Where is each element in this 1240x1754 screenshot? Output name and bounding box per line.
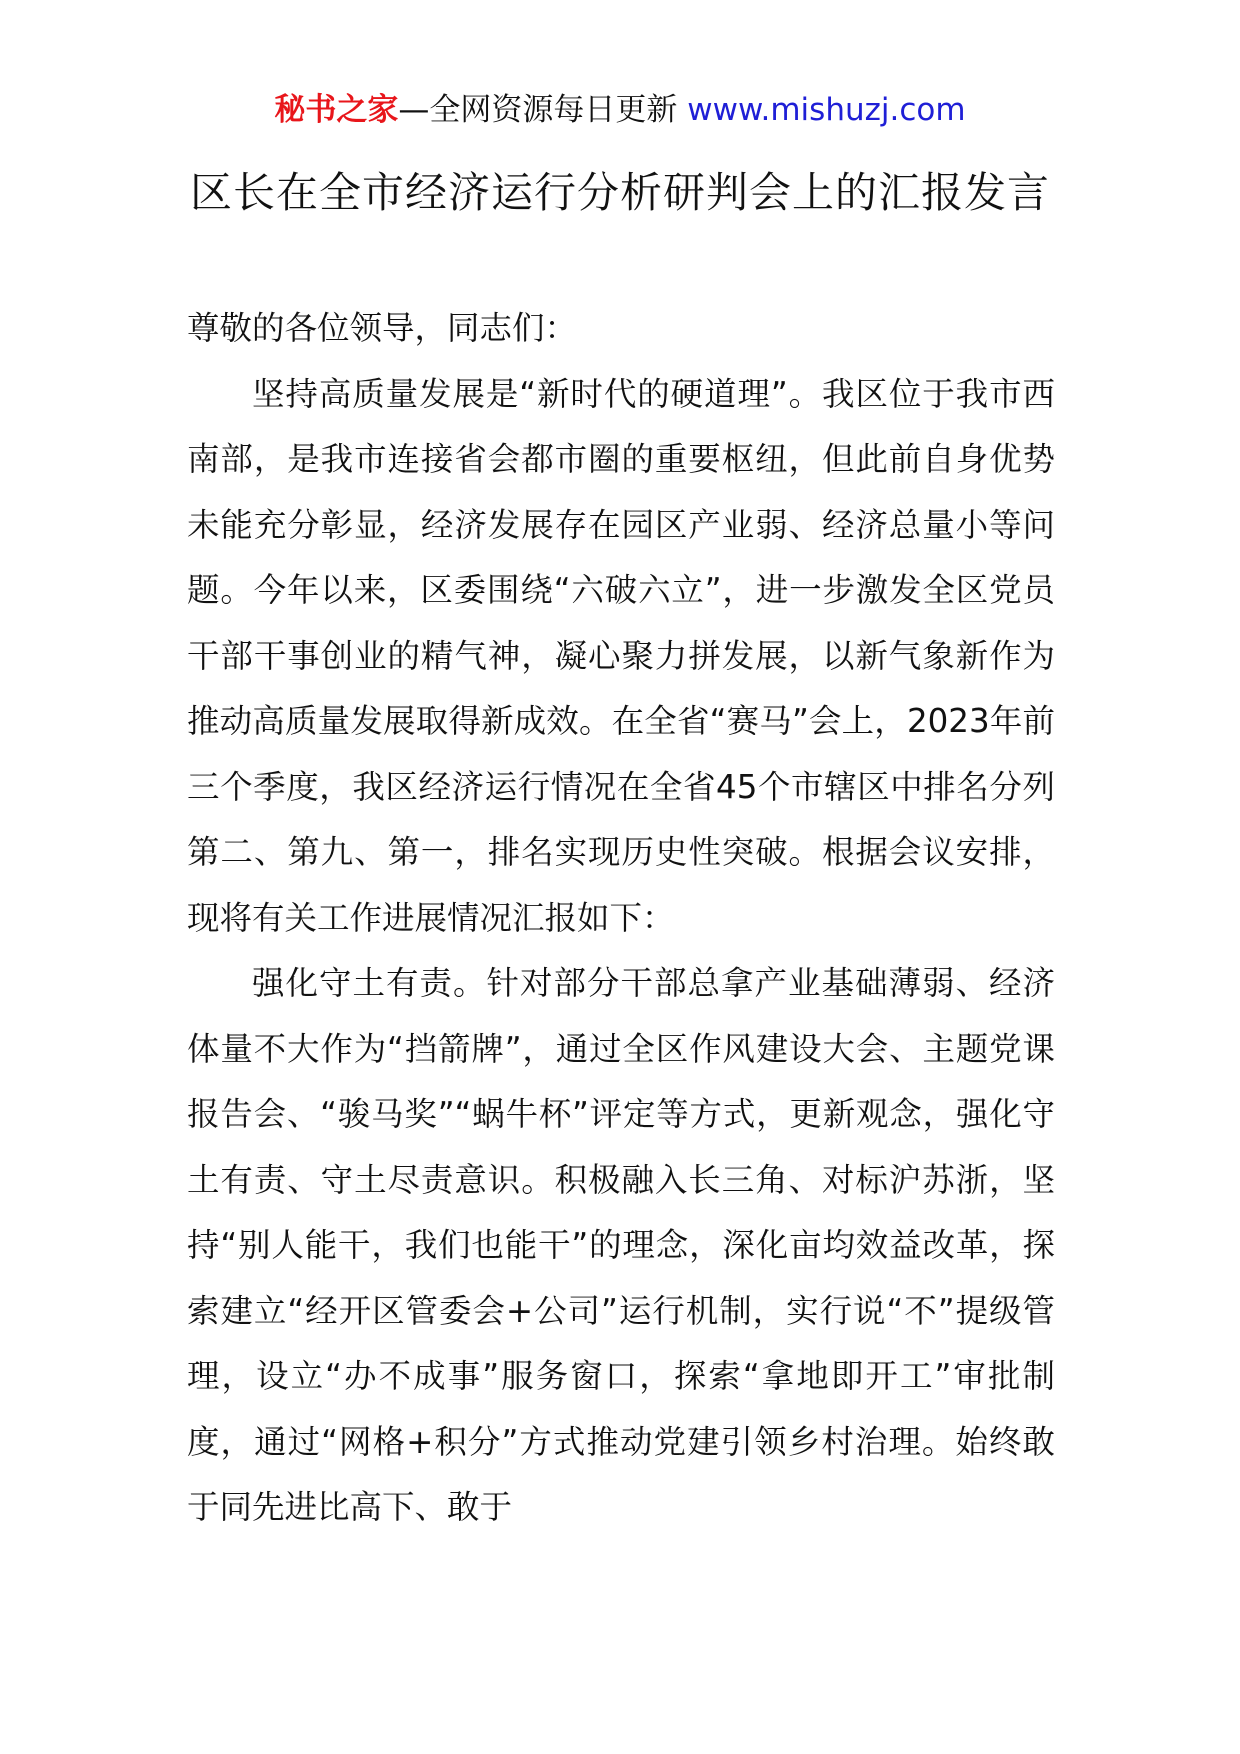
site-brand: 秘书之家	[274, 92, 399, 128]
document-body	[187, 296, 1055, 1541]
site-tagline: —全网资源每日更新	[398, 92, 678, 128]
body-paragraph: 坚持高质量发展是“新时代的硬道理”。我区位于我市西南部，是我市连接省会都市圈的重要枢纽，但此前自身优势未能充分彰显，经济发展存在园区产业弱、经济总量小等问题。今年以来，区委围绕“六破六立”，进一步激发全区党员干部干事创业的精气神，凝心聚力拼发展，以新气象新作为推动高质量发展取得新成效。在全省“赛马”会上，2023年前三个季度，我区经济运行情况在全省45个市辖区中排名分列第二、第九、第一，排名实现历史性突破。根据会议安排，现将有关工作进展情况汇报如下：	[187, 374, 1055, 937]
salutation: 尊敬的各位领导，同志们：	[187, 309, 578, 347]
site-header	[0, 88, 1240, 132]
site-url-link[interactable]: www.mishuzj.com	[687, 92, 966, 128]
document-title: 区长在全市经济运行分析研判会上的汇报发言	[189, 168, 1050, 217]
body-paragraph: 强化守土有责。针对部分干部总拿产业基础薄弱、经济体量不大作为“挡箭牌”，通过全区作风建设大会、主题党课报告会、“骏马奖”“蜗牛杯”评定等方式，更新观念，强化守土有责、守土尽责意识。积极融入长三角、对标沪苏浙，坚持“别人能干，我们也能干”的理念，深化亩均效益改革，探索建立“经开区管委会+公司”运行机制，实行说“不”提级管理，设立“办不成事”服务窗口，探索“拿地即开工”审批制度，通过“网格+积分”方式推动党建引领乡村治理。始终敢于同先进比高下、敢于	[187, 964, 1055, 1526]
